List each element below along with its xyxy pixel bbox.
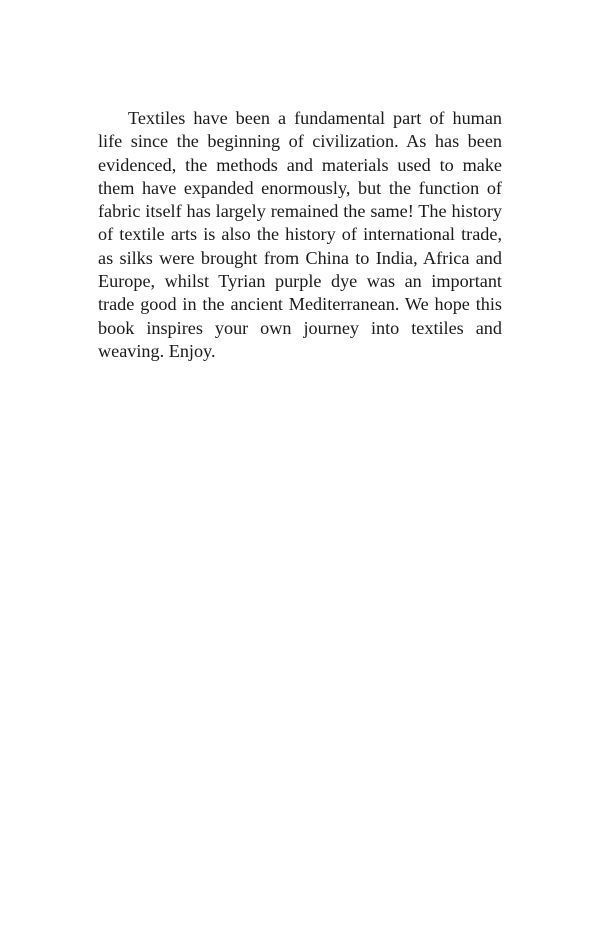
body-paragraph: Textiles have been a fundamental part of human life since the beginning of civilization. As has been evidenced, the methods and materials used to make them have expanded enormously, but the function of fabric itself has largely remained the same! The history of textile arts is also the history of international trade, as silks were brought from China to India, Africa and Europe, whilst Tyrian purple dye was an important trade good in the ancient Mediterranean. We hope this book inspires your own journey into textiles and weaving. Enjoy. — [98, 108, 502, 361]
